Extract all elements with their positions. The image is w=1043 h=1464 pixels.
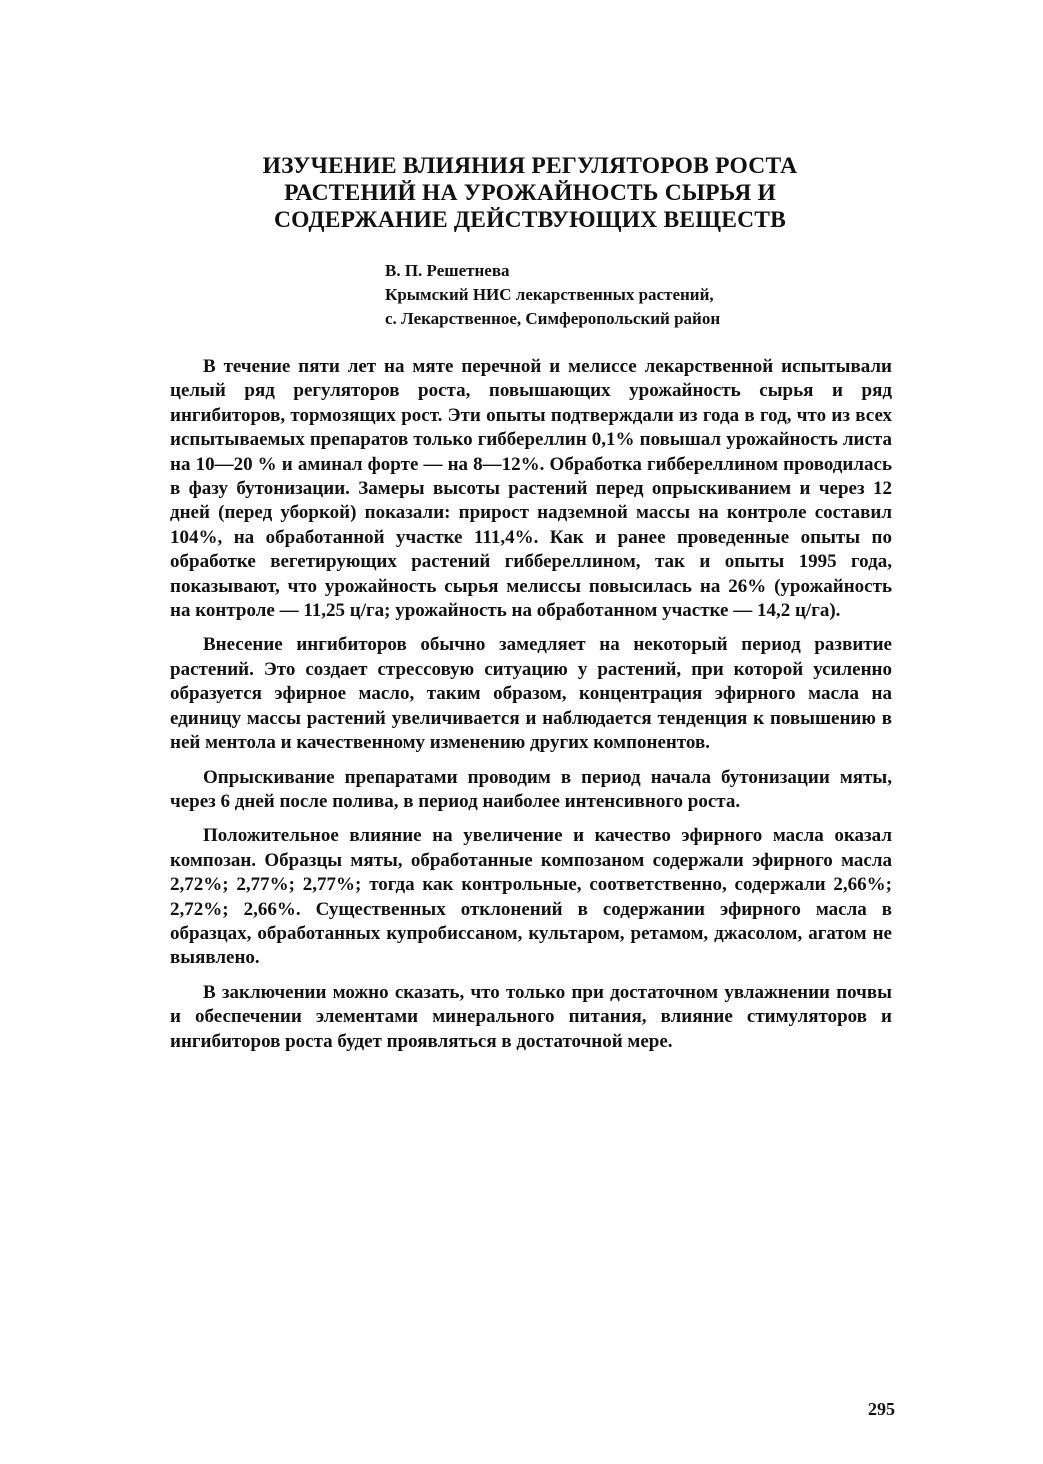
author-name: В. П. Решетнева [385, 261, 510, 280]
body-paragraph: Внесение ингибиторов обычно замедляет на некоторый период развитие растений. Это создает стрессовую ситуацию у растений, при которой усиленно образуется эфирное масло, таким образом, концентрация эфирного масла на единицу массы растений увеличивается и наблюдается тенденция к повышению в ней ментола и качественному изменению других компонентов. [170, 634, 892, 754]
body-paragraph: Положительное влияние на увеличение и качество эфирного масла оказал композан. Образцы мяты, обработанные композаном содержали эфирного масла 2,72%; 2,77%; 2,77%; тогда как контрольные, соответственно, содержали 2,66%; 2,72%; 2,66%. Существенных отклонений в содержании эфирного масла в образцах, обработанных купробиссаном, культаром, ретамом, джасолом, агатом не выявлено. [170, 825, 892, 969]
author-block [385, 259, 885, 331]
article-body [170, 355, 892, 1064]
title-line: РАСТЕНИЙ НА УРОЖАЙНОСТЬ СЫРЬЯ И [284, 180, 776, 206]
body-paragraph: Опрыскивание препаратами проводим в период начала бутонизации мяты, через 6 дней после полива, в период наиболее интенсивного роста. [170, 766, 892, 812]
body-paragraph: В заключении можно сказать, что только при достаточном увлажнении почвы и обеспечении элементами минерального питания, влияние стимуляторов и ингибиторов роста будет проявляться в достаточной мере. [170, 981, 892, 1052]
author-affiliation: Крымский НИС лекарственных растений, [385, 285, 714, 304]
title-line: ИЗУЧЕНИЕ ВЛИЯНИЯ РЕГУЛЯТОРОВ РОСТА [262, 153, 798, 179]
body-paragraph: В течение пяти лет на мяте перечной и мелиссе лекарственной испытывали целый ряд регуляторов роста, повышающих урожайность сырья и ряд ингибиторов, тормозящих рост. Эти опыты подтверждали из года в год, что из всех испытываемых препаратов только гиббереллин 0,1% повышал урожайность листа на 10—20 % и аминал форте — на 8—12%. Обработка гиббереллином проводилась в фазу бутонизации. Замеры высоты растений перед опрыскиванием и через 12 дней (перед уборкой) показали: прирост надземной массы на контроле составил 104%, на обработанной участке 111,4%. Как и ранее проведенные опыты по обработке вегетирующих растений гиббереллином, так и опыты 1995 года, показывают, что урожайность сырья мелиссы повысилась на 26% (урожайность на контроле — 11,25 ц/га; урожайность на обработанном участке — 14,2 ц/га). [170, 356, 892, 622]
author-location: с. Лекарственное, Симферопольский район [385, 309, 721, 328]
title-line: СОДЕРЖАНИЕ ДЕЙСТВУЮЩИХ ВЕЩЕСТВ [273, 207, 787, 233]
article-title [200, 153, 860, 234]
page-number: 295 [868, 1399, 895, 1419]
